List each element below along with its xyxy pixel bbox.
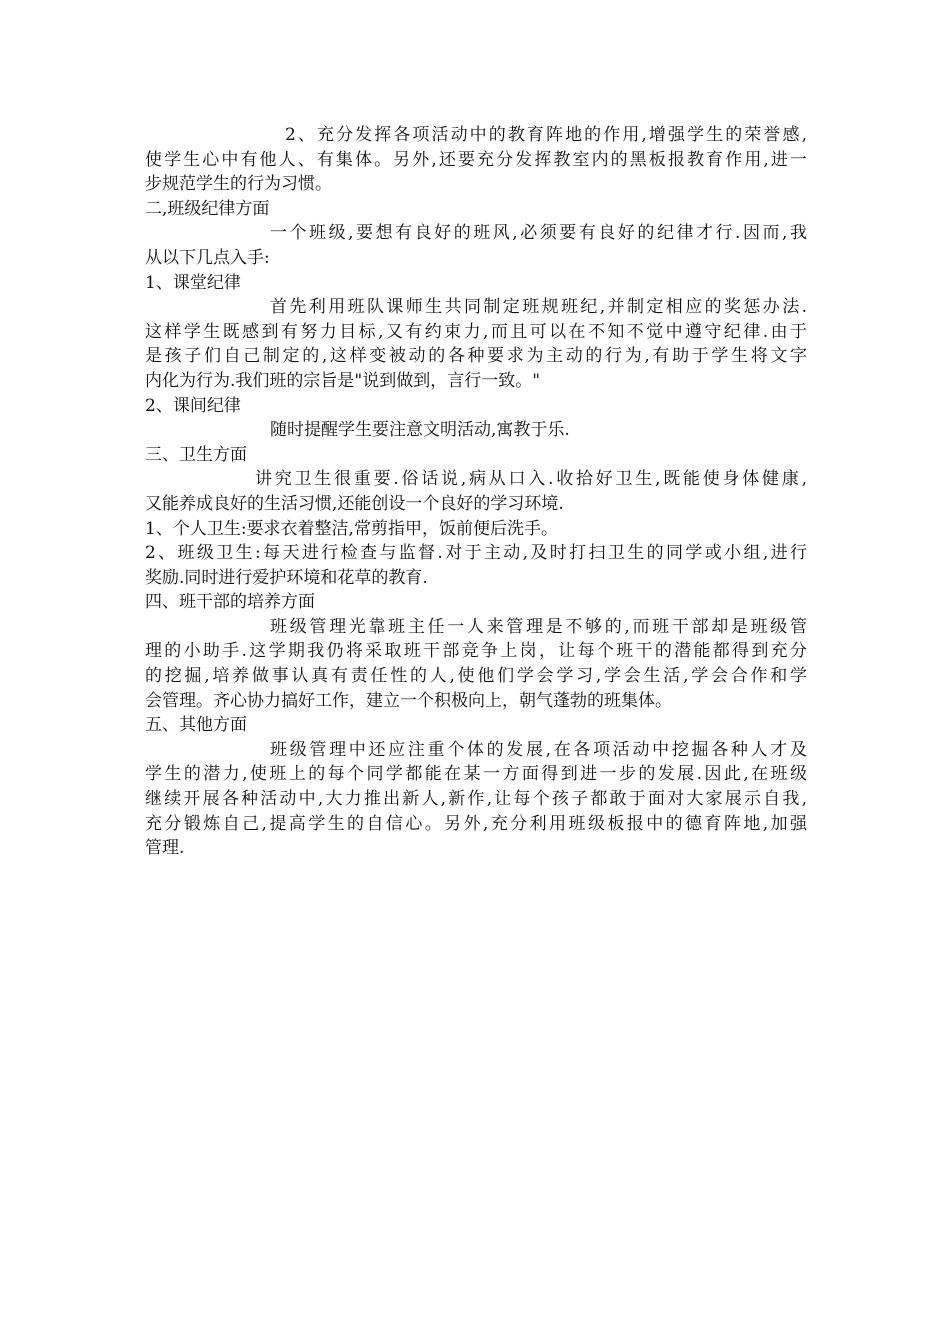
section-heading: 三、卫生方面 [145,444,247,465]
paragraph-line: 这样学生既感到有努力目标,又有约束力,而且可以在不知不觉中遵守纪律.由于 [145,321,807,342]
paragraph-line: 首先利用班队课师生共同制定班规班纪,并制定相应的奖惩办法. [270,297,807,318]
paragraph-line: 管理. [145,838,185,859]
document-body [145,123,807,861]
section-heading: 五、其他方面 [145,715,247,736]
subsection-heading: 2、课间纪律 [145,395,241,416]
paragraph-line: 从以下几点入手: [145,247,270,268]
paragraph-line: 使学生心中有他人、有集体。另外,还要充分发挥教室内的黑板报教育作用,进一 [145,149,807,170]
paragraph-line: 班级管理中还应注重个体的发展,在各项活动中挖掘各种人才及 [270,739,807,760]
paragraph-line: 讲究卫生很重要.俗话说,病从口入.收拾好卫生,既能使身体健康, [255,469,807,490]
paragraph-line: 充分锻炼自己,提高学生的自信心。另外,充分利用班级板报中的德育阵地,加强 [145,813,807,834]
section-heading: 四、班干部的培养方面 [145,592,315,613]
paragraph-line: 步规范学生的行为习惯。 [145,174,332,195]
paragraph-line: 2、班级卫生:每天进行检查与监督.对于主动,及时打扫卫生的同学或小组,进行 [145,543,807,564]
paragraph-line: 2、充分发挥各项活动中的教育阵地的作用,增强学生的荣誉感, [285,125,807,145]
paragraph-line: 又能养成良好的生活习惯,还能创设一个良好的学习环境. [145,493,564,514]
paragraph-line: 班级管理光靠班主任一人来管理是不够的,而班干部却是班级管 [270,616,807,637]
paragraph-line: 内化为行为.我们班的宗旨是"说到做到，言行一致。" [145,370,541,391]
paragraph-line: 理的小助手.这学期我仍将采取班干部竞争上岗，让每个班干的潜能都得到充分 [145,641,807,662]
paragraph-line: 会管理。齐心协力搞好工作，建立一个积极向上，朝气蓬勃的班集体。 [145,690,672,711]
paragraph-line: 是孩子们自己制定的,这样变被动的各种要求为主动的行为,有助于学生将文字 [145,346,807,367]
paragraph-line: 一个班级,要想有良好的班风,必须要有良好的纪律才行.因而,我 [270,223,807,244]
paragraph-line: 奖励.同时进行爱护环境和花草的教育. [145,567,428,588]
paragraph-line: 学生的潜力,使班上的每个同学都能在某一方面得到进一步的发展.因此,在班级 [145,764,807,785]
paragraph-line: 继续开展各种活动中,大力推出新人,新作,让每个孩子都敢于面对大家展示自我, [145,789,807,810]
paragraph-line: 随时提醒学生要注意文明活动,寓教于乐. [270,420,570,441]
section-heading: 二,班级纪律方面 [145,198,270,219]
paragraph-line: 1、个人卫生:要求衣着整洁,常剪指甲，饭前便后洗手。 [145,518,558,539]
subsection-heading: 1、课堂纪律 [145,272,241,293]
paragraph-line: 的挖掘,培养做事认真有责任性的人,使他们学会学习,学会生活,学会合作和学 [145,666,807,687]
